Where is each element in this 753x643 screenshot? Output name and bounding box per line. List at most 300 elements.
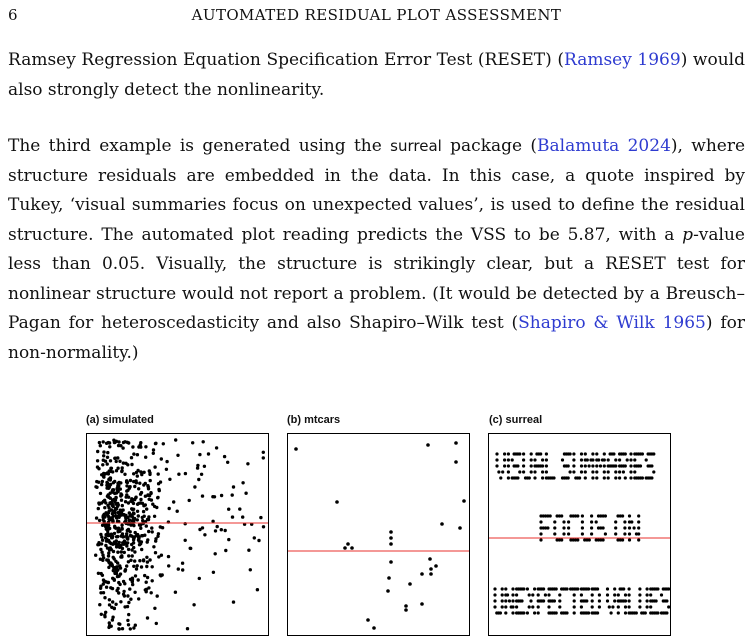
residual-point (220, 528, 223, 531)
residual-point (165, 460, 168, 463)
residual-point (147, 485, 150, 488)
residual-point (528, 593, 531, 596)
residual-point (629, 452, 632, 455)
residual-point (598, 605, 601, 608)
residual-point (598, 599, 601, 602)
paragraph-reset (8, 46, 745, 105)
residual-point (154, 551, 157, 554)
residual-point (167, 564, 170, 567)
residual-point (226, 461, 229, 464)
residual-point (141, 516, 144, 519)
residual-point (107, 626, 110, 629)
residual-point (562, 532, 565, 535)
residual-point (177, 567, 180, 570)
residual-point (614, 532, 617, 535)
residual-point (569, 470, 572, 473)
residual-point (116, 587, 119, 590)
residual-point (107, 554, 110, 557)
residual-point (140, 548, 143, 551)
residual-point (614, 464, 617, 467)
residual-point (545, 458, 548, 461)
residual-point (130, 548, 133, 551)
residual-point (587, 611, 590, 614)
residual-point (497, 470, 500, 473)
residual-point (552, 476, 555, 479)
residual-point (117, 627, 120, 630)
residual-point (635, 611, 638, 614)
residual-point (95, 486, 98, 489)
residual-point (249, 568, 252, 571)
residual-point (633, 526, 636, 529)
residual-point (590, 514, 593, 517)
residual-point (130, 463, 133, 466)
residual-point (106, 533, 109, 536)
residual-point (122, 441, 125, 444)
residual-point (641, 452, 644, 455)
residual-point (404, 608, 408, 612)
residual-point (115, 572, 118, 575)
residual-point (606, 599, 609, 602)
residual-point (652, 470, 655, 473)
residual-point (617, 611, 620, 614)
residual-point (150, 591, 153, 594)
residual-point (223, 455, 226, 458)
residual-point (108, 603, 111, 606)
residual-point (121, 627, 124, 630)
residual-point (511, 587, 514, 590)
residual-point (253, 536, 256, 539)
residual-point (157, 472, 160, 475)
residual-point (152, 448, 155, 451)
residual-point (508, 599, 511, 602)
residual-point (111, 470, 114, 473)
residual-point (137, 597, 140, 600)
residual-point (547, 605, 550, 608)
residual-point (111, 512, 114, 515)
paragraph2-text-3: ), where structure residuals are embedded in the data. In this case, a quote inspired by Tukey, ‘visual summaries focus on unexpected values’, is used to define the residual structure. The automated plot reading predicts the VSS to be 5.87, with a (8, 136, 746, 245)
residual-point (504, 605, 507, 608)
residual-point (541, 470, 544, 473)
residual-point (134, 574, 137, 577)
residual-point (136, 453, 139, 456)
residual-point (646, 593, 649, 596)
residual-point (177, 473, 180, 476)
residual-point (125, 564, 128, 567)
residual-point (115, 440, 118, 443)
residual-point (154, 539, 157, 542)
residual-point (573, 599, 576, 602)
residual-point (102, 475, 105, 478)
residual-point (132, 536, 135, 539)
residual-point (366, 618, 370, 622)
residual-point (530, 452, 533, 455)
residual-point (420, 602, 424, 606)
residual-point (120, 534, 123, 537)
residual-point (125, 544, 128, 547)
residual-point (454, 441, 458, 445)
residual-point (101, 539, 104, 542)
residual-point (573, 605, 576, 608)
residual-point (618, 458, 621, 461)
residual-point (528, 476, 531, 479)
residual-point (105, 527, 108, 530)
residual-point (197, 478, 200, 481)
residual-point (667, 605, 670, 608)
residual-point (539, 532, 542, 535)
residual-point (146, 494, 149, 497)
residual-point (203, 465, 206, 468)
residual-point (628, 532, 631, 535)
residual-point (511, 593, 514, 596)
residual-point (231, 493, 234, 496)
residual-point (146, 576, 149, 579)
residual-point (95, 480, 98, 483)
residual-point (572, 458, 575, 461)
residual-point (429, 572, 433, 576)
panel-title-simulated: (a) simulated (86, 414, 154, 426)
residual-point (584, 452, 587, 455)
residual-point (591, 452, 594, 455)
residual-point (244, 492, 247, 495)
residual-point (122, 593, 125, 596)
residual-point (595, 520, 598, 523)
residual-point (581, 514, 584, 517)
residual-point (562, 520, 565, 523)
residual-point (126, 537, 129, 540)
residual-point (624, 599, 627, 602)
residual-point (100, 613, 103, 616)
residual-point (626, 458, 629, 461)
residual-point (641, 476, 644, 479)
residual-point (102, 591, 105, 594)
residual-point (133, 498, 136, 501)
residual-point (537, 611, 540, 614)
residual-point (501, 587, 504, 590)
residual-point (655, 599, 658, 602)
residual-point (530, 464, 533, 467)
residual-point (139, 524, 142, 527)
residual-point (107, 551, 110, 554)
residual-point (578, 476, 581, 479)
residual-point (622, 470, 625, 473)
residual-point (127, 441, 130, 444)
residual-point (638, 593, 641, 596)
residual-point (113, 532, 116, 535)
residual-point (174, 438, 177, 441)
residual-point (595, 464, 598, 467)
residual-point (596, 587, 599, 590)
residual-point (134, 624, 137, 627)
residual-point (145, 524, 148, 527)
residual-point (106, 482, 109, 485)
citation-ramsey-1969[interactable]: Ramsey 1969 (564, 50, 681, 70)
residual-point (152, 545, 155, 548)
residual-point (139, 443, 142, 446)
residual-point (159, 480, 162, 483)
residual-point (112, 578, 115, 581)
residual-point (637, 520, 640, 523)
residual-point (101, 559, 104, 562)
residual-point (144, 445, 147, 448)
residual-point (102, 472, 105, 475)
residual-point (125, 541, 128, 544)
residual-point (127, 548, 130, 551)
residual-point (599, 464, 602, 467)
residual-point (507, 452, 510, 455)
residual-point (618, 470, 621, 473)
residual-point (553, 532, 556, 535)
scatter-mtcars (288, 434, 470, 636)
residual-point (150, 526, 153, 529)
residual-point (119, 481, 122, 484)
residual-point (115, 535, 118, 538)
residual-point (99, 444, 102, 447)
residual-point (618, 476, 621, 479)
residual-point (100, 572, 103, 575)
residual-point (102, 450, 105, 453)
residual-point (149, 479, 152, 482)
residual-point (613, 587, 616, 590)
residual-point (114, 457, 117, 460)
residual-point (136, 564, 139, 567)
residual-point (549, 514, 552, 517)
residual-point (495, 452, 498, 455)
residual-point (124, 516, 127, 519)
residual-point (596, 611, 599, 614)
residual-point (138, 543, 141, 546)
residual-point (501, 605, 504, 608)
residual-point (541, 476, 544, 479)
residual-point (584, 470, 587, 473)
residual-point (590, 526, 593, 529)
residual-point (428, 557, 432, 561)
residual-point (129, 627, 132, 630)
residual-point (537, 605, 540, 608)
panel-title-mtcars: (b) mtcars (287, 414, 341, 426)
residual-point (116, 484, 119, 487)
residual-point (123, 582, 126, 585)
residual-point (105, 538, 108, 541)
residual-point (148, 473, 151, 476)
residual-point (224, 529, 227, 532)
residual-point (121, 504, 124, 507)
residual-point (192, 603, 195, 606)
residual-point (100, 535, 103, 538)
residual-point (560, 538, 563, 541)
residual-point (114, 566, 117, 569)
residual-point (602, 538, 605, 541)
paragraph1-text-a: Ramsey Regression Equation Specification Error Test (RESET) ( (8, 50, 564, 70)
citation-balamuta-2024[interactable]: Balamuta 2024 (537, 136, 671, 156)
residual-point (580, 452, 583, 455)
residual-point (154, 442, 157, 445)
residual-point (462, 499, 466, 503)
residual-point (522, 458, 525, 461)
residual-point (98, 441, 101, 444)
residual-point (107, 486, 110, 489)
residual-point (262, 451, 265, 454)
residual-point (511, 611, 514, 614)
residual-point (132, 452, 135, 455)
residual-point (145, 565, 148, 568)
residual-point (109, 492, 112, 495)
residual-point (580, 464, 583, 467)
residual-point (113, 607, 116, 610)
residual-point (119, 566, 122, 569)
residual-point (174, 591, 177, 594)
residual-point (167, 555, 170, 558)
residual-point (335, 500, 339, 504)
residual-point (604, 514, 607, 517)
residual-point (607, 470, 610, 473)
residual-point (115, 542, 118, 545)
residual-point (125, 532, 128, 535)
residual-point (118, 583, 121, 586)
residual-point (567, 464, 570, 467)
residual-point (145, 507, 148, 510)
residual-point (541, 458, 544, 461)
residual-point (656, 587, 659, 590)
residual-point (495, 458, 498, 461)
residual-point (606, 587, 609, 590)
residual-point (516, 464, 519, 467)
residual-point (238, 507, 241, 510)
residual-point (262, 456, 265, 459)
residual-point (518, 452, 521, 455)
residual-point (499, 611, 502, 614)
residual-point (542, 587, 545, 590)
residual-point (124, 500, 127, 503)
residual-point (108, 598, 111, 601)
residual-point (138, 482, 141, 485)
residual-point (572, 470, 575, 473)
residual-point (129, 479, 132, 482)
residual-point (504, 587, 507, 590)
residual-point (160, 457, 163, 460)
residual-point (614, 476, 617, 479)
residual-point (522, 452, 525, 455)
residual-point (207, 452, 210, 455)
residual-point (101, 553, 104, 556)
residual-point (649, 605, 652, 608)
residual-point (533, 611, 536, 614)
residual-point (181, 568, 184, 571)
residual-point (130, 456, 133, 459)
residual-point (585, 599, 588, 602)
residual-point (623, 520, 626, 523)
residual-point (137, 502, 140, 505)
residual-point (109, 497, 112, 500)
residual-point (131, 577, 134, 580)
residual-point (545, 470, 548, 473)
residual-point (98, 603, 101, 606)
residual-point (116, 575, 119, 578)
residual-point (638, 599, 641, 602)
residual-point (129, 598, 132, 601)
residual-point (224, 549, 227, 552)
residual-point (135, 471, 138, 474)
residual-point (99, 492, 102, 495)
residual-point (493, 599, 496, 602)
residual-point (100, 551, 103, 554)
residual-point (629, 476, 632, 479)
residual-point (120, 550, 123, 553)
residual-point (503, 452, 506, 455)
residual-point (168, 478, 171, 481)
residual-point (116, 529, 119, 532)
residual-point (501, 470, 504, 473)
residual-point (133, 591, 136, 594)
residual-point (102, 459, 105, 462)
residual-point (103, 596, 106, 599)
residual-point (553, 599, 556, 602)
residual-point (507, 476, 510, 479)
residual-point (590, 532, 593, 535)
residual-point (148, 469, 151, 472)
residual-point (109, 563, 112, 566)
residual-point (116, 551, 119, 554)
residual-point (202, 440, 205, 443)
residual-point (646, 599, 649, 602)
residual-point (155, 506, 158, 509)
residual-point (111, 543, 114, 546)
residual-point (103, 506, 106, 509)
residual-point (588, 464, 591, 467)
residual-point (117, 516, 120, 519)
residual-point (499, 476, 502, 479)
residual-point (168, 507, 171, 510)
residual-point (126, 619, 129, 622)
residual-point (511, 458, 514, 461)
residual-point (113, 525, 116, 528)
residual-point (531, 605, 534, 608)
residual-point (101, 524, 104, 527)
citation-shapiro-wilk-1965[interactable]: Shapiro & Wilk 1965 (518, 313, 706, 333)
residual-point (622, 587, 625, 590)
residual-plot-mtcars (287, 433, 470, 636)
residual-point (137, 578, 140, 581)
residual-point (624, 593, 627, 596)
residual-point (547, 593, 550, 596)
residual-point (511, 599, 514, 602)
residual-point (386, 589, 390, 593)
residual-point (126, 594, 129, 597)
residual-point (184, 539, 187, 542)
residual-point (147, 586, 150, 589)
residual-point (629, 470, 632, 473)
residual-point (584, 476, 587, 479)
residual-point (111, 536, 114, 539)
residual-point (434, 564, 438, 568)
residual-point (117, 444, 120, 447)
residual-point (567, 476, 570, 479)
residual-point (138, 559, 141, 562)
residual-point (105, 442, 108, 445)
residual-point (146, 540, 149, 543)
residual-point (128, 587, 131, 590)
residual-point (646, 587, 649, 590)
residual-point (503, 458, 506, 461)
residual-point (132, 511, 135, 514)
residual-point (144, 456, 147, 459)
residual-point (567, 526, 570, 529)
residual-point (522, 470, 525, 473)
residual-point (624, 464, 627, 467)
residual-point (567, 532, 570, 535)
residual-point (603, 476, 606, 479)
residual-point (591, 605, 594, 608)
residual-point (114, 603, 117, 606)
